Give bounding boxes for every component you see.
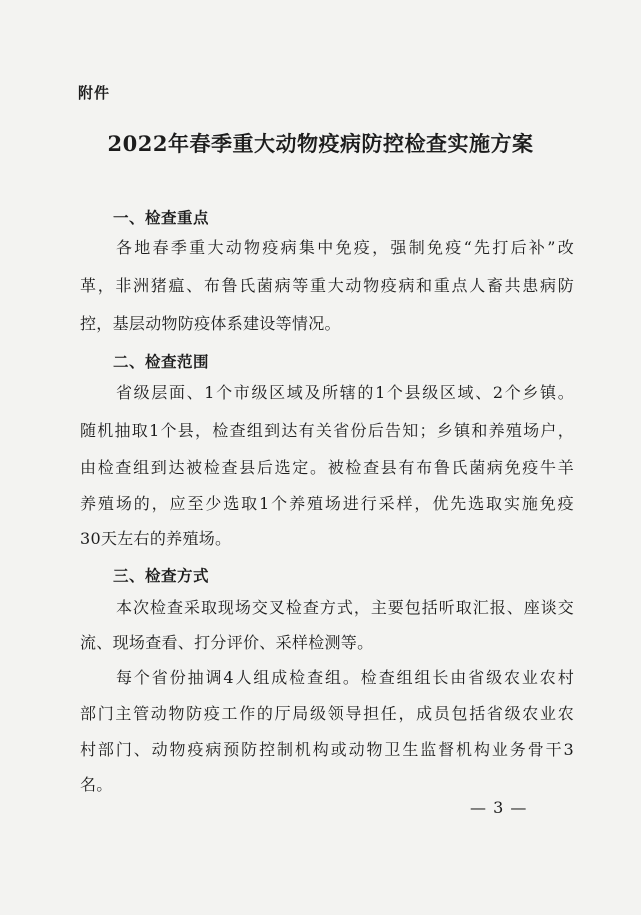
paragraph-line: 控，基层动物防疫体系建设等情况。 (80, 314, 341, 333)
paragraph-line: 由检查组到达被检查县后选定。被检查县有布鲁氏菌病免疫牛羊 (80, 458, 574, 477)
section-heading-method: 三、检查方式 (113, 567, 210, 585)
paragraph-line: 养殖场的，应至少选取1个养殖场进行采样，优先选取实施免疫 (80, 494, 574, 513)
paragraph-line: 村部门、动物疫病预防控制机构或动物卫生监督机构业务骨干3 (80, 740, 574, 759)
section-heading-scope: 二、检查范围 (113, 353, 210, 371)
paragraph-line: 各地春季重大动物疫病集中免疫，强制免疫“先打后补”改 (116, 238, 574, 257)
paragraph-line: 30天左右的养殖场。 (80, 529, 232, 548)
paragraph-line: 革，非洲猪瘟、布鲁氏菌病等重大动物疫病和重点人畜共患病防 (80, 276, 574, 295)
paragraph-line: 流、现场查看、打分评价、采样检测等。 (80, 633, 374, 652)
attachment-label: 附件 (78, 84, 111, 102)
section-heading-focus: 一、检查重点 (113, 209, 210, 227)
paragraph-line: 随机抽取1个县，检查组到达有关省份后告知；乡镇和养殖场户， (80, 421, 574, 440)
paragraph-line: 每个省份抽调4人组成检查组。检查组组长由省级农业农村 (116, 668, 574, 687)
paragraph-line: 名。 (80, 775, 113, 794)
paragraph-line: 部门主管动物防疫工作的厅局级领导担任，成员包括省级农业农 (80, 704, 574, 723)
page-number: — 3 — (470, 798, 528, 817)
paragraph-line: 本次检查采取现场交叉检查方式，主要包括听取汇报、座谈交 (116, 598, 574, 617)
document-title: 2022年春季重大动物疫病防控检查实施方案 (107, 131, 534, 156)
paragraph-line: 省级层面、1个市级区域及所辖的1个县级区域、2个乡镇。 (116, 383, 574, 402)
